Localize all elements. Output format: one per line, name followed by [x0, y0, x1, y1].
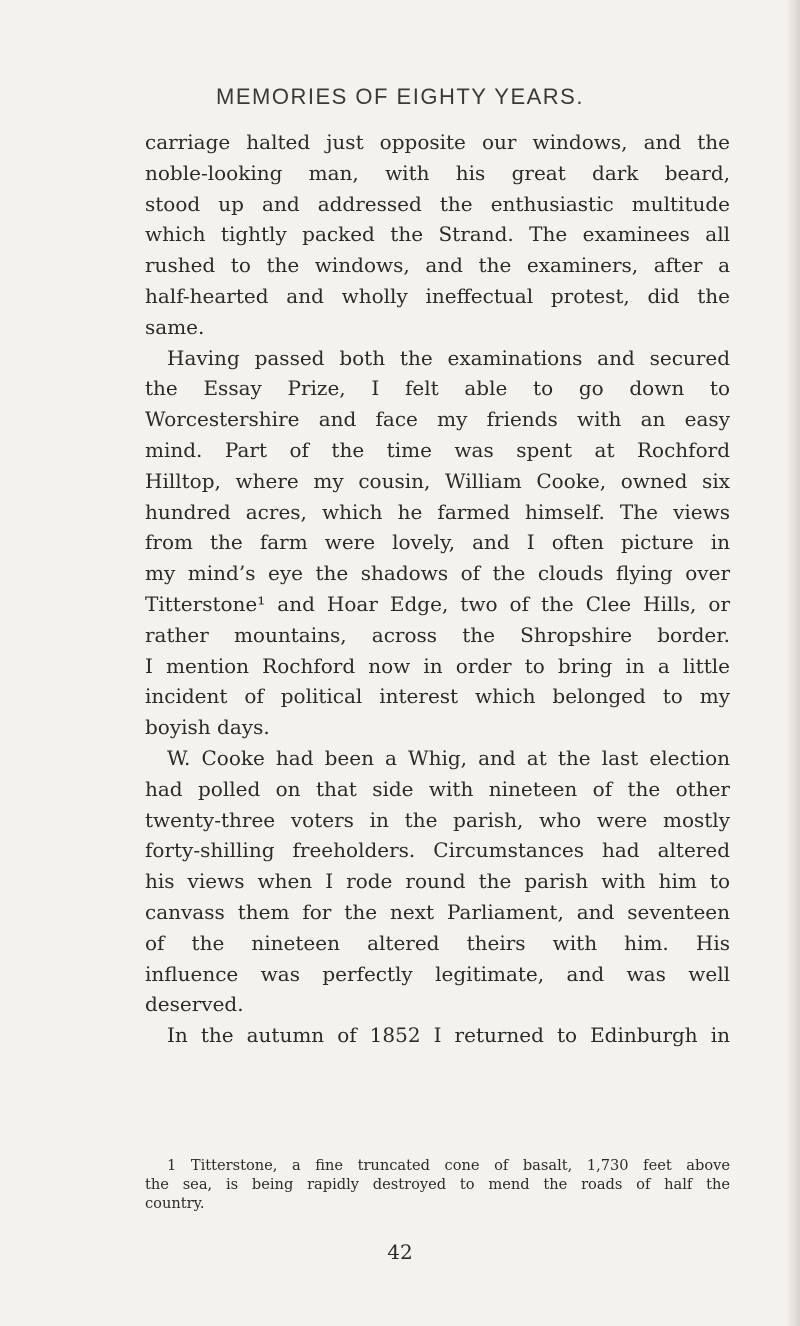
text-line: same.: [145, 314, 205, 339]
text-line: W. Cooke had been a Whig, and at the last election: [167, 745, 730, 770]
text-line: twenty-three voters in the parish, who were mostly: [145, 807, 730, 832]
text-line: incident of political interest which belonged to my: [145, 684, 730, 709]
text-line: had polled on that side with nineteen of the other: [145, 776, 730, 801]
text-line: Titterstone¹ and Hoar Edge, two of the Clee Hills, or: [145, 591, 730, 616]
text-line: canvass them for the next Parliament, and seventeen: [145, 899, 730, 924]
text-line: stood up and addressed the enthusiastic multitude: [145, 191, 730, 216]
text-line: noble-looking man, with his great dark beard,: [145, 160, 730, 185]
text-line: Hilltop, where my cousin, William Cooke, owned six: [145, 468, 730, 493]
text-line: rushed to the windows, and the examiners, after a: [145, 253, 730, 278]
footnote-line: 1 Titterstone, a fine truncated cone of basalt, 1,730 feet above: [167, 1157, 730, 1174]
text-line: forty-shilling freeholders. Circumstances had altered: [145, 838, 730, 863]
running-head: MEMORIES OF EIGHTY YEARS.: [216, 84, 584, 109]
text-line: deserved.: [145, 992, 244, 1017]
text-line: half-hearted and wholly ineffectual protest, did the: [145, 283, 730, 308]
footnote-line: country.: [145, 1195, 205, 1212]
text-line: which tightly packed the Strand. The examinees all: [145, 222, 730, 247]
text-line: Having passed both the examinations and secured: [167, 345, 730, 370]
text-line: I mention Rochford now in order to bring in a little: [145, 653, 730, 678]
text-line: influence was perfectly legitimate, and was well: [145, 961, 730, 986]
text-line: boyish days.: [145, 715, 270, 740]
text-line: from the farm were lovely, and I often picture in: [145, 530, 730, 555]
text-line: the Essay Prize, I felt able to go down to: [145, 376, 730, 401]
text-line: my mind’s eye the shadows of the clouds flying over: [145, 561, 730, 586]
page-number: 42: [387, 1240, 413, 1264]
text-line: of the nineteen altered theirs with him. His: [145, 930, 730, 955]
footnote: [145, 1156, 730, 1213]
text-line: carriage halted just opposite our windows, and the: [145, 130, 730, 154]
text-line: rather mountains, across the Shropshire border.: [145, 622, 730, 647]
text-line: mind. Part of the time was spent at Rochford: [145, 437, 730, 462]
text-line: Worcestershire and face my friends with an easy: [145, 407, 730, 432]
text-line: In the autumn of 1852 I returned to Edinburgh in: [167, 1023, 730, 1048]
footnote-line: the sea, is being rapidly destroyed to mend the roads of half the: [145, 1176, 730, 1193]
text-line: his views when I rode round the parish with him to: [145, 869, 730, 894]
text-line: hundred acres, which he farmed himself. The views: [145, 499, 730, 524]
body-text: [145, 127, 730, 1051]
